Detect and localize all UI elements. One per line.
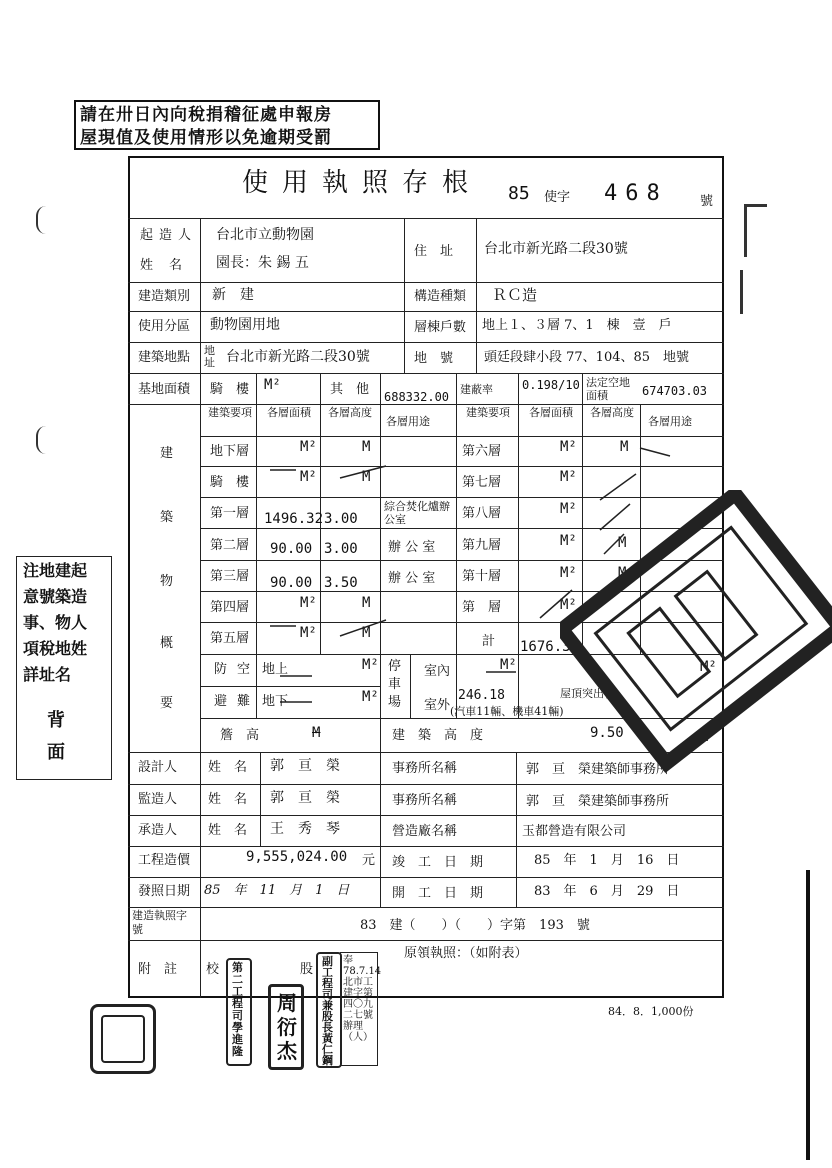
head-item-right: 建築要項 (466, 406, 510, 419)
completion-date: 85 年 1 月 16 日 (534, 853, 680, 868)
floor-name: 第一層 (210, 506, 250, 521)
floor-height: 3.00 (324, 541, 358, 557)
name-label: 姓 名 (208, 792, 248, 807)
unit-m2: M² (300, 439, 317, 455)
floor-use: 辦 公 室 (388, 571, 436, 586)
unit-m2: M² (560, 597, 577, 613)
head-height-right: 各層高度 (590, 406, 634, 419)
section-char: 物 (160, 574, 174, 589)
floors-value: 地上１、３層 7、1 棟 壹 戶 (482, 318, 672, 333)
arcade-unit: M² (264, 377, 281, 393)
office-label: 事務所名稱 (392, 761, 458, 776)
floor-height: 3.00 (324, 511, 358, 527)
unit-m2: M² (300, 625, 317, 641)
floor-name: 地下層 (210, 444, 250, 459)
permit-prefix: 使字 (544, 190, 571, 205)
original-permit-note: 原領執照：（如附表） (404, 946, 528, 961)
section-char: 築 (160, 510, 174, 525)
bleed-through-mark (744, 204, 767, 257)
unit-m: M (618, 535, 627, 551)
designer-name: 郭 亘 榮 (270, 758, 340, 774)
shelter-label-1: 防空 (214, 662, 261, 677)
building-permit-label: 建造執照字號 (132, 909, 187, 936)
floor-area: 90.00 (270, 541, 313, 557)
unit-m: M (620, 439, 629, 455)
scan-edge-line (806, 870, 810, 1160)
applicant-name: 台北市立動物園 (216, 227, 314, 243)
cost-label: 工程造價 (138, 853, 191, 868)
parking-note: (汽車11輛、機車41輛) (450, 705, 564, 718)
section-char: 概 (160, 636, 174, 651)
other-value: 688332.00 (384, 390, 450, 404)
approval-stamp-diagonal (560, 490, 832, 800)
checker-stamp (226, 958, 252, 1066)
side-note-line: 面 (47, 742, 65, 763)
category-label: 建造類別 (138, 289, 191, 304)
site-area-label: 基地面積 (138, 382, 191, 397)
unit-m: M (362, 625, 371, 641)
floor-area: 1496.32 (264, 511, 324, 527)
form-title: 使用執照存根 (242, 168, 483, 198)
designer-office: 郭 亘 榮建築師事務所 (526, 762, 670, 777)
head-area-right: 各層面積 (529, 406, 573, 419)
section-char: 要 (160, 696, 174, 711)
head-use-right: 各層用途 (648, 415, 692, 428)
coverage-value: 0.198/10 (522, 378, 580, 392)
print-info: 84．8．1,000份 (608, 1005, 694, 1018)
indoor-label: 室內 (424, 664, 451, 679)
head-use-left: 各層用途 (386, 415, 430, 428)
chief-stamp (268, 984, 304, 1070)
floor-name: 第六層 (462, 444, 502, 459)
floor-name: 第四層 (210, 600, 250, 615)
building-permit-number: 83 建（ ）（ ）字第 193 號 (360, 918, 590, 933)
total-area: 1676.32 (520, 639, 580, 655)
unit-m2: M² (362, 657, 379, 673)
section-char: 建 (160, 446, 174, 461)
arcade-label: 騎 樓 (210, 382, 250, 397)
permit-year: 85 (508, 183, 530, 204)
unit-m2: M² (362, 689, 379, 705)
floor-use: 辦 公 室 (388, 540, 436, 555)
section-chief-name: 副工程司兼股長黃仁鋼 (322, 955, 333, 1067)
category-value: 新 建 (212, 287, 254, 303)
supervisor-label: 監造人 (138, 792, 178, 807)
check-label: 校 (206, 962, 220, 977)
applicant-name-label: 姓名 (140, 258, 199, 273)
outdoor-label: 室外 (424, 698, 451, 713)
side-note-line: 注地建起 (23, 561, 88, 580)
supervisor-name: 郭 亘 榮 (270, 790, 340, 806)
side-note-line: 背 (47, 710, 65, 731)
unit-m: M (362, 595, 371, 611)
structure-value: ＲＣ造 (492, 286, 538, 304)
unit-m2: M² (560, 533, 577, 549)
section-chief-stamp (316, 952, 342, 1068)
roof-note: 屋頂突出物 (560, 687, 615, 700)
remarks-label: 附 註 (138, 962, 178, 977)
site-address: 台北市新光路二段30號 (226, 349, 370, 365)
bleed-through-mark (740, 270, 767, 314)
applicant-address: 台北市新光路二段30號 (484, 241, 628, 257)
eaves-label: 簷 高 (220, 728, 260, 743)
permit-number: 468 (604, 181, 668, 206)
outdoor-value: 246.18 (458, 688, 505, 703)
issue-date: 85 年 11 月 1 日 (204, 883, 350, 898)
building-height-label: 建 築 高 度 (392, 728, 484, 743)
official-seal (90, 1004, 156, 1074)
head-item-left: 建築要項 (208, 406, 252, 419)
checker-name: 第二工程司學進隆 (232, 961, 243, 1058)
side-note-line: 事、物人 (23, 613, 88, 632)
floor-name: 第五層 (210, 631, 250, 646)
unit-m2: M² (560, 469, 577, 485)
floor-use: 綜合焚化爐辦公室 (384, 500, 450, 526)
unit-m2: M² (560, 565, 577, 581)
lot-label: 地 號 (414, 351, 454, 366)
unit-m: M (700, 729, 709, 745)
permit-suffix: 號 (700, 194, 714, 209)
address-label: 住 址 (414, 244, 454, 259)
tax-notice-box (74, 100, 380, 150)
completion-label: 竣 工 日 期 (392, 855, 484, 870)
structure-label: 構造種類 (414, 289, 467, 304)
site-label: 建築地點 (138, 350, 191, 365)
chief-name: 周衍杰 (277, 991, 297, 1063)
floor-name: 第二層 (210, 538, 250, 553)
designated-label: 法定空地面積 (586, 376, 630, 402)
name-label: 姓 名 (208, 823, 248, 838)
cost-unit: 元 (362, 853, 376, 868)
site-prefix: 地址 (204, 344, 215, 369)
contractor-label: 承造人 (138, 823, 178, 838)
name-label: 姓 名 (208, 760, 248, 775)
unit-m2: M² (500, 657, 517, 673)
zone-value: 動物園用地 (210, 317, 280, 333)
head-area-left: 各層面積 (267, 406, 311, 419)
unit-m2: M² (700, 659, 717, 675)
lot-value: 頭廷段肆小段 77、104、85 地號 (484, 350, 690, 365)
floor-name: 第七層 (462, 475, 502, 490)
applicant-label: 起造人 (140, 228, 198, 243)
coverage-label: 建蔽率 (460, 383, 493, 396)
eaves-unit: M (312, 725, 321, 741)
head-height-left: 各層高度 (328, 406, 372, 419)
floor-name: 第十層 (462, 569, 502, 584)
floor-name: 第三層 (210, 569, 250, 584)
side-note-box (16, 556, 112, 780)
floor-name: 第八層 (462, 506, 502, 521)
punch-hole-mark (36, 206, 48, 234)
seal-inner (101, 1015, 145, 1063)
cost-value: 9,555,024.00 (246, 849, 348, 865)
side-note-line: 項稅地姓 (23, 639, 88, 658)
side-note-line: 詳址名 (23, 665, 72, 684)
unit-m: M (362, 469, 371, 485)
start-date-label: 開 工 日 期 (392, 886, 484, 901)
building-height: 9.50 (590, 725, 624, 741)
company-label: 營造廠名稱 (392, 824, 458, 839)
approval-ref: 奉78.7.14北市工建字第四〇九二七號辦理（人） (343, 955, 382, 1043)
tax-notice-line2: 屋現值及使用情形以免逾期受罰 (80, 128, 332, 148)
above-ground: 地上 (262, 662, 289, 677)
floor-height: 3.50 (324, 575, 358, 591)
tax-notice-line1: 請在卅日內向稅捐稽征處申報房 (80, 105, 332, 125)
applicant-representative: 園長：朱 錫 五 (216, 255, 309, 271)
parking-label: 停車場 (388, 659, 402, 710)
below-ground: 地下 (262, 694, 289, 709)
punch-hole-mark (36, 426, 48, 454)
office-label: 事務所名稱 (392, 793, 458, 808)
floor-area: 90.00 (270, 575, 313, 591)
other-label: 其 他 (330, 382, 370, 397)
issue-date-label: 發照日期 (138, 884, 191, 899)
unit-m2: M² (300, 595, 317, 611)
approval-box (340, 952, 382, 1066)
floor-name: 第九層 (462, 538, 502, 553)
contractor-company: 玉都營造有限公司 (522, 824, 627, 839)
zone-label: 使用分區 (138, 319, 191, 334)
designer-label: 設計人 (138, 760, 178, 775)
unit-m: M (618, 565, 627, 581)
unit-m2: M² (560, 501, 577, 517)
shelter-label-2: 避難 (214, 694, 261, 709)
floor-name: 騎 樓 (210, 475, 250, 490)
side-note-line: 意號築造 (23, 587, 88, 606)
start-date: 83 年 6 月 29 日 (534, 884, 680, 899)
total-label: 計 (482, 634, 496, 649)
contractor-name: 王 秀 琴 (270, 821, 340, 837)
unit-m2: M² (300, 469, 317, 485)
floors-label: 層棟戶數 (414, 320, 467, 335)
supervisor-office: 郭 亘 榮建築師事務所 (526, 794, 670, 809)
approve-label: 股 (300, 962, 314, 977)
designated-value: 674703.03 (642, 384, 708, 398)
unit-m: M (362, 439, 371, 455)
unit-m2: M² (560, 439, 577, 455)
floor-name: 第 層 (462, 600, 502, 615)
